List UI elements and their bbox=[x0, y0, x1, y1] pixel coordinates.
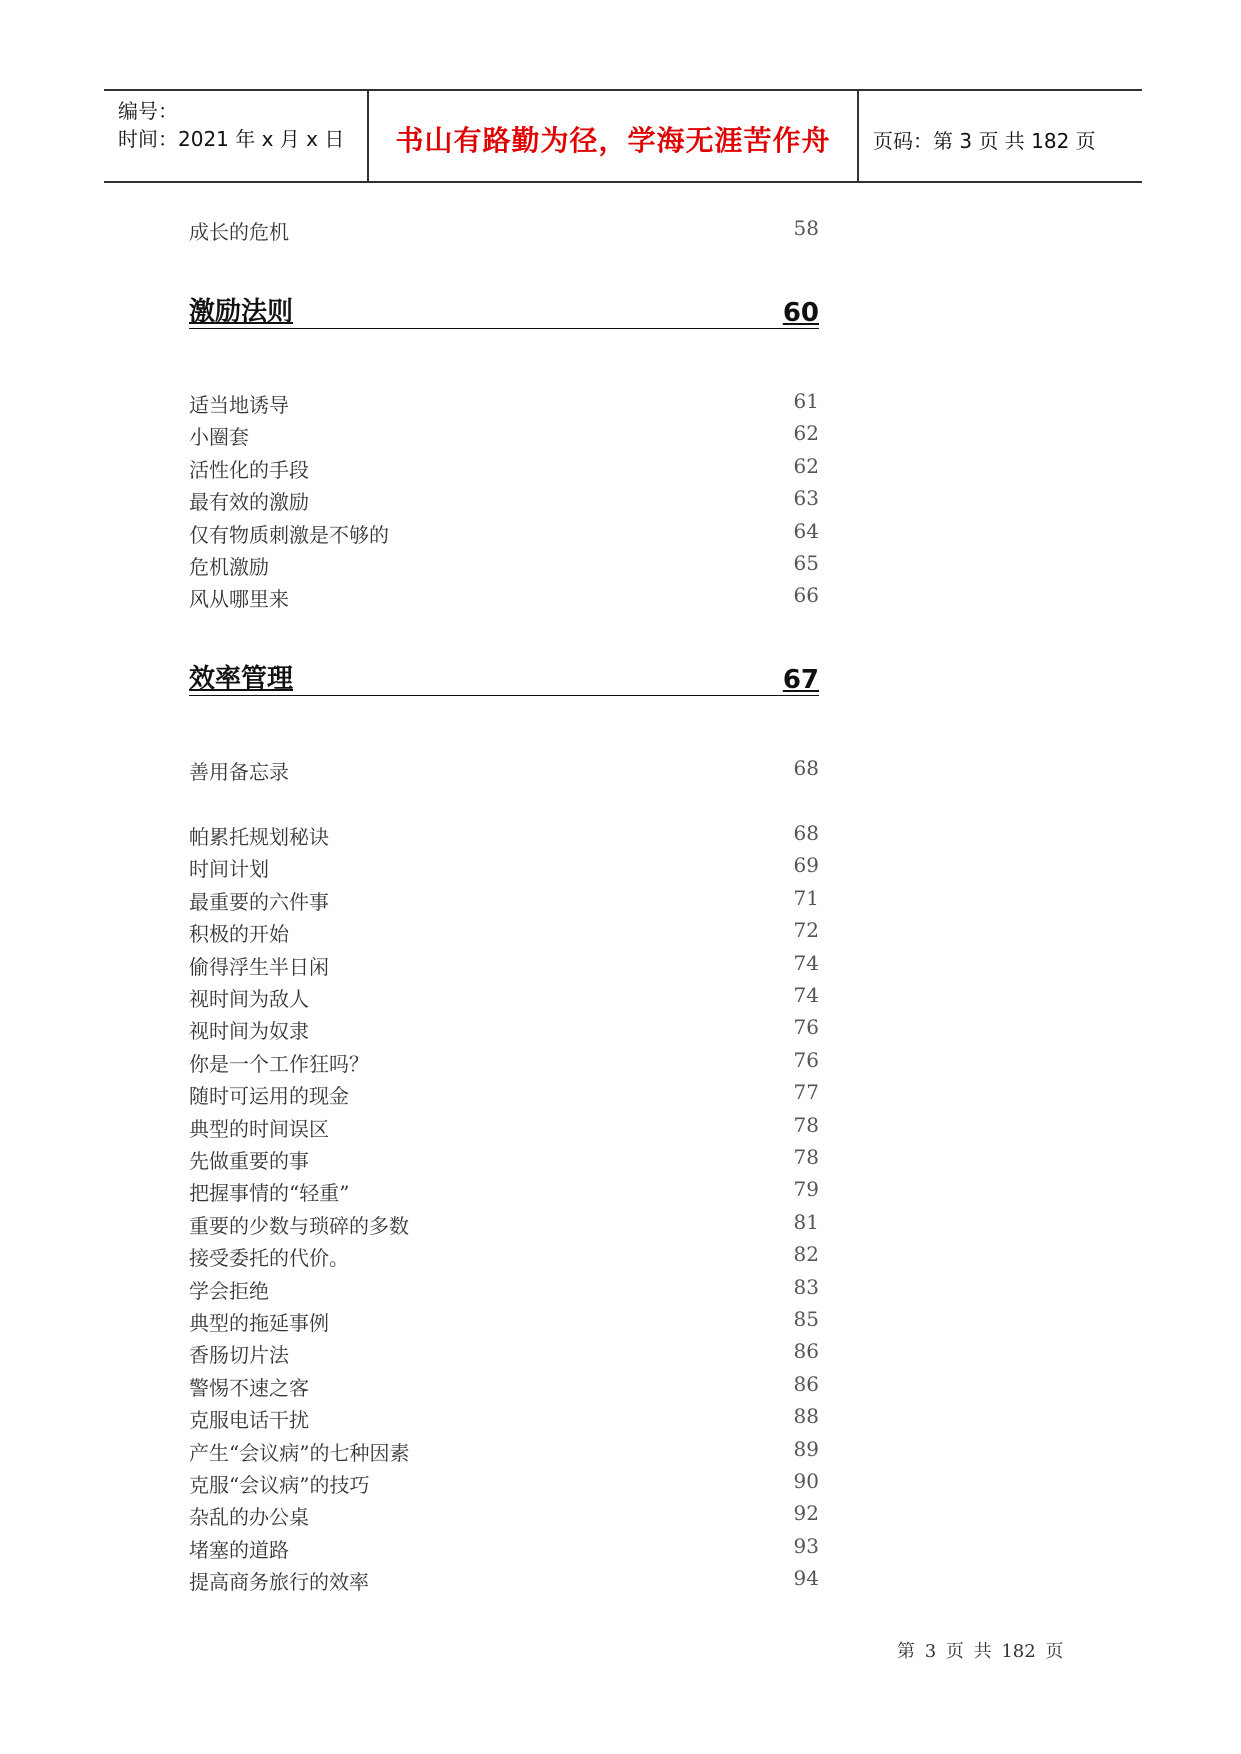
toc-entry-page: 88 bbox=[793, 1404, 819, 1429]
toc-entry-title: 堵塞的道路 bbox=[189, 1537, 289, 1562]
toc-entry-title: 帕累托规划秘诀 bbox=[189, 825, 329, 849]
toc-entry-page: 94 bbox=[793, 1566, 819, 1591]
document-time-label: 时间：2021 年 x 月 x 日 bbox=[118, 127, 345, 151]
toc-entry[interactable] bbox=[189, 756, 819, 786]
toc-entry-page: 79 bbox=[793, 1177, 819, 1202]
header-page-code: 页码：第 3 页 共 182 页 bbox=[873, 129, 1096, 153]
toc-entry-page: 74 bbox=[793, 950, 819, 975]
toc-entry[interactable] bbox=[189, 1080, 819, 1110]
toc-entry-title: 典型的时间误区 bbox=[189, 1116, 329, 1141]
toc-entry-page: 63 bbox=[793, 486, 819, 511]
toc-entry-page: 81 bbox=[793, 1209, 819, 1234]
motto-text: 书山有路勤为径，学海无涯苦作舟 bbox=[395, 124, 831, 157]
toc-section-heading[interactable] bbox=[189, 292, 819, 329]
toc-entry[interactable] bbox=[189, 886, 819, 916]
toc-entry-page: 86 bbox=[793, 1339, 819, 1364]
toc-entry[interactable] bbox=[189, 1469, 819, 1499]
toc-entry-title: 典型的拖延事例 bbox=[189, 1311, 329, 1335]
toc-section-heading[interactable] bbox=[189, 659, 819, 696]
toc-entry-page: 66 bbox=[793, 583, 819, 608]
toc-entry[interactable] bbox=[189, 1145, 819, 1175]
toc-entry-page: 83 bbox=[793, 1274, 819, 1299]
toc-entry-title: 随时可运用的现金 bbox=[189, 1084, 349, 1109]
toc-entry-page: 85 bbox=[793, 1307, 819, 1331]
header-motto-cell bbox=[369, 91, 859, 181]
toc-entry[interactable] bbox=[189, 1275, 819, 1305]
toc-entry-page: 62 bbox=[793, 421, 819, 446]
toc-entry-title: 危机激励 bbox=[189, 555, 269, 579]
toc-entry-title: 积极的开始 bbox=[189, 922, 289, 947]
page-footer: 第 3 页 共 182 页 bbox=[897, 1641, 1064, 1662]
toc-entry-title: 成长的危机 bbox=[189, 220, 289, 244]
toc-entry-title: 视时间为敌人 bbox=[189, 987, 309, 1011]
toc-entry[interactable] bbox=[189, 1437, 819, 1467]
toc-entry[interactable] bbox=[189, 389, 819, 419]
toc-entry[interactable] bbox=[189, 1534, 819, 1564]
toc-entry-title: 香肠切片法 bbox=[189, 1343, 289, 1368]
toc-entry[interactable] bbox=[189, 1404, 819, 1434]
toc-entry-title: 克服电话干扰 bbox=[189, 1408, 309, 1433]
toc-entry-title: 你是一个工作狂吗？ bbox=[189, 1051, 369, 1076]
section-page: 67 bbox=[782, 665, 819, 695]
toc-entry-title: 适当地诱导 bbox=[189, 393, 289, 417]
header-info-cell bbox=[104, 91, 369, 181]
toc-entry[interactable] bbox=[189, 1048, 819, 1078]
document-number-label: 编号： bbox=[118, 99, 178, 123]
toc-entry-title: 小圈套 bbox=[189, 425, 249, 450]
toc-entry-page: 61 bbox=[793, 389, 819, 413]
toc-entry[interactable] bbox=[189, 454, 819, 484]
page-header bbox=[104, 89, 1142, 183]
toc-entry-page: 68 bbox=[793, 821, 819, 845]
toc-entry[interactable] bbox=[189, 486, 819, 516]
toc-entry[interactable] bbox=[189, 951, 819, 981]
section-title: 效率管理 bbox=[189, 664, 294, 694]
toc-entry-title: 提高商务旅行的效率 bbox=[189, 1570, 369, 1595]
toc-entry-page: 72 bbox=[793, 918, 819, 943]
toc-entry-page: 93 bbox=[793, 1533, 819, 1558]
toc-entry-page: 58 bbox=[793, 216, 819, 240]
toc-entry-title: 时间计划 bbox=[189, 857, 269, 882]
toc-entry-title: 视时间为奴隶 bbox=[189, 1019, 309, 1044]
toc-entry-page: 69 bbox=[793, 853, 819, 878]
toc-entry-title: 偷得浮生半日闲 bbox=[189, 954, 329, 979]
toc-entry-page: 62 bbox=[793, 453, 819, 478]
toc-entry-page: 76 bbox=[793, 1015, 819, 1040]
toc-entry[interactable] bbox=[189, 1015, 819, 1045]
toc-entry[interactable] bbox=[189, 583, 819, 613]
toc-entry-page: 71 bbox=[793, 885, 819, 910]
toc-entry-title: 活性化的手段 bbox=[189, 457, 309, 482]
toc-entry-title: 风从哪里来 bbox=[189, 587, 289, 612]
toc-entry-page: 64 bbox=[793, 518, 819, 543]
toc-entry[interactable] bbox=[189, 1501, 819, 1531]
toc-entry-title: 克服“会议病”的技巧 bbox=[189, 1473, 370, 1497]
toc-entry-page: 92 bbox=[793, 1501, 819, 1526]
toc-entry[interactable] bbox=[189, 918, 819, 948]
section-page: 60 bbox=[782, 298, 819, 328]
toc-entry-title: 产生“会议病”的七种因素 bbox=[189, 1440, 410, 1465]
toc-entry-title: 善用备忘录 bbox=[189, 760, 289, 784]
toc-entry[interactable] bbox=[189, 421, 819, 451]
toc-entry-page: 78 bbox=[793, 1145, 819, 1169]
toc-entry-page: 77 bbox=[793, 1080, 819, 1105]
toc-entry-title: 最重要的六件事 bbox=[189, 889, 329, 914]
toc-entry-title: 仅有物质刺激是不够的 bbox=[189, 522, 389, 547]
toc-entry-page: 74 bbox=[793, 983, 819, 1007]
toc-entry-title: 接受委托的代价。 bbox=[189, 1246, 349, 1271]
toc-entry-page: 78 bbox=[793, 1112, 819, 1137]
toc-entry[interactable] bbox=[189, 853, 819, 883]
toc-entry-page: 65 bbox=[793, 551, 819, 575]
toc-entry-page: 90 bbox=[793, 1469, 819, 1493]
toc-entry-page: 89 bbox=[793, 1436, 819, 1461]
section-title: 激励法则 bbox=[189, 297, 294, 327]
toc-entry-title: 重要的少数与琐碎的多数 bbox=[189, 1213, 409, 1238]
toc-entry[interactable] bbox=[189, 551, 819, 581]
toc-entry-page: 68 bbox=[793, 756, 819, 780]
toc-entry-title: 警惕不速之客 bbox=[189, 1375, 309, 1400]
toc-entry-title: 学会拒绝 bbox=[189, 1278, 269, 1303]
toc-entry[interactable] bbox=[189, 216, 819, 246]
toc-entry[interactable] bbox=[189, 1566, 819, 1596]
toc-entry[interactable] bbox=[189, 1177, 819, 1207]
toc-entry-title: 先做重要的事 bbox=[189, 1149, 309, 1173]
toc-entry[interactable] bbox=[189, 1210, 819, 1240]
toc-entry[interactable] bbox=[189, 1307, 819, 1337]
toc-entry-title: 把握事情的“轻重” bbox=[189, 1181, 350, 1206]
toc-entry-page: 76 bbox=[793, 1047, 819, 1072]
header-page-cell bbox=[859, 91, 1142, 181]
toc-entry[interactable] bbox=[189, 983, 819, 1013]
toc-entry[interactable] bbox=[189, 1113, 819, 1143]
toc-entry[interactable] bbox=[189, 519, 819, 549]
toc-entry[interactable] bbox=[189, 1372, 819, 1402]
toc-entry-title: 最有效的激励 bbox=[189, 490, 309, 515]
toc-entry[interactable] bbox=[189, 1339, 819, 1369]
toc-entry-page: 82 bbox=[793, 1242, 819, 1267]
toc-entry-title: 杂乱的办公桌 bbox=[189, 1505, 309, 1530]
toc-entry[interactable] bbox=[189, 1242, 819, 1272]
toc-entry-page: 86 bbox=[793, 1371, 819, 1396]
toc-entry[interactable] bbox=[189, 821, 819, 851]
